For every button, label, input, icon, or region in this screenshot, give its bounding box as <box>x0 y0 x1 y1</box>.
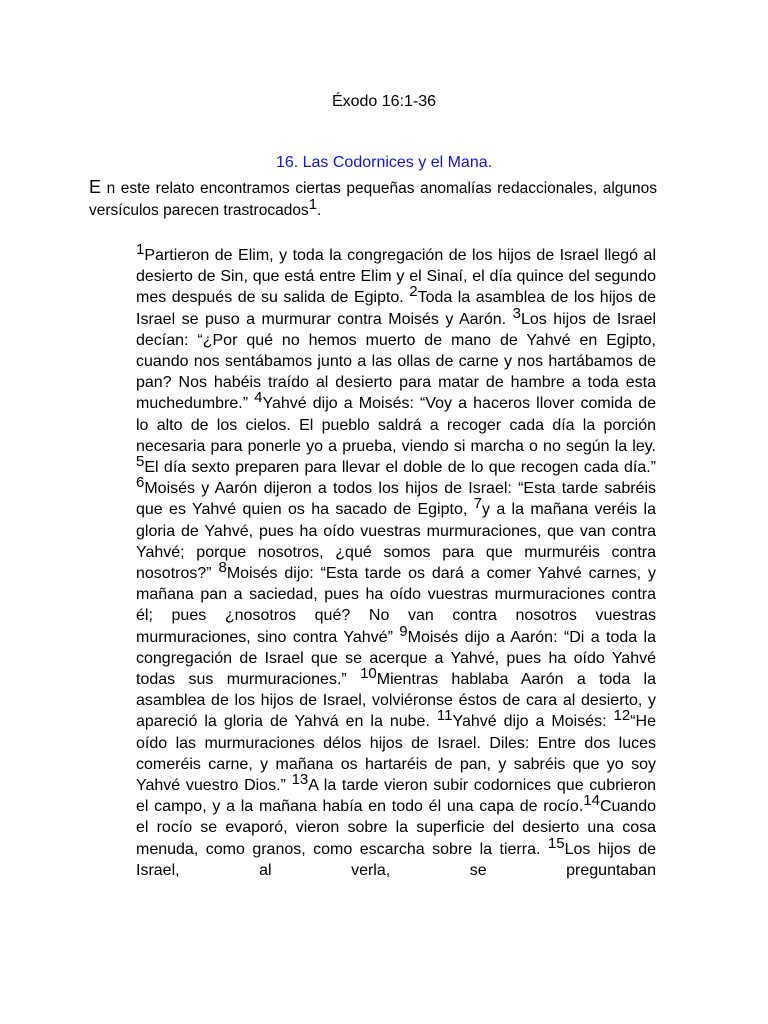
verse-number: 5 <box>136 453 145 471</box>
verse-text: Yahvé dijo a Moisés: “Voy a haceros llover comida de lo alto de los cielos. El pueblo saldrá a recoger cada día la porción necesaria para ponerle yo a prueba, viendo si marcha o no según la ley. <box>136 395 656 455</box>
intro-end: . <box>317 202 322 219</box>
intro-dropcap: E <box>89 177 102 197</box>
verse-number: 4 <box>254 389 263 407</box>
verse-text: Moisés y Aarón dijeron a todos los hijos de Israel: “Esta tarde sabréis que es Yahvé quien os ha sacado de Egipto, <box>136 480 656 519</box>
document-title: Éxodo 16:1-36 <box>331 93 437 110</box>
footnote-ref[interactable]: 1 <box>308 196 318 213</box>
verse-number: 9 <box>399 622 408 640</box>
scripture-body <box>136 241 657 881</box>
verse-number: 14 <box>583 792 600 810</box>
intro-paragraph <box>89 176 657 222</box>
verse-text: Los hijos de Israel, al verla, se preguntaban <box>136 840 657 879</box>
verse-text: Mientras hablaba Aarón a toda la asamblea de los hijos de Israel, volviéronse éstos de cara al desierto, y apareció la gloria de Yahvá en la nube. <box>136 671 657 731</box>
verse-text: Yahvé dijo a Moisés: <box>452 713 614 731</box>
section-title: 16. Las Codornices y el Mana. <box>275 154 493 171</box>
verse-text: “He oído las murmuraciones délos hijos de Israel. Diles: Entre dos luces comeréis carne, y mañana os hartaréis de pan, y sabréis que yo soy Yahvé vuestro Dios.” <box>136 713 656 795</box>
verse-text: Toda la asamblea de los hijos de Israel se puso a murmurar contra Moisés y Aarón. <box>136 289 656 328</box>
verse-text: El día sexto preparen para llevar el doble de lo que recogen cada día.” <box>144 459 656 477</box>
intro-text: n este relato encontramos ciertas pequeñas anomalías redaccionales, algunos versículos parecen trastrocados <box>89 180 657 219</box>
verse-number: 7 <box>473 495 482 513</box>
verse-number: 2 <box>409 283 418 301</box>
verse-text: Cuando el rocío se evaporó, vieron sobre la superficie del desierto una cosa menuda, como granos, como escarcha sobre la tierra. <box>136 798 656 858</box>
verse-text: Moisés dijo: “Esta tarde os dará a comer Yahvé carnes, y mañana pan a saciedad, pues ha oído vuestras murmuraciones contra él; pues ¿nosotros qué? No van contra nosotros vuestras murmuraciones, sino contra Yahvé” <box>136 565 656 646</box>
verse-number: 1 <box>136 241 145 258</box>
verse-number: 8 <box>218 559 227 577</box>
verse-text: A la tarde vieron subir codornices que cubrieron el campo, y a la mañana había en todo él una capa de rocío. <box>136 777 657 816</box>
verse-number: 15 <box>547 834 565 852</box>
verse-text: y a la mañana veréis la gloria de Yahvé, pues ha oído vuestras murmuraciones, que van contra Yahvé; porque nosotros, ¿qué somos para que murmuréis contra nosotros?” <box>136 501 656 583</box>
verse-text: Moisés dijo a Aarón: “Di a toda la congregación de Israel que se acerque a Yahvé, pues ha oído Yahvé todas sus murmuraciones.” <box>136 628 656 689</box>
verse-number: 11 <box>436 707 453 725</box>
verse-number: 13 <box>291 771 309 789</box>
verse-number: 3 <box>512 304 521 322</box>
verse-number: 10 <box>360 665 377 683</box>
verse-text: Los hijos de Israel decían: “¿Por qué no hemos muerto de mano de Yahvé en Egipto, cuando nos sentábamos junto a las ollas de carne y nos hartábamos de pan? Nos habéis traído al desierto para matar de hambre a toda esta muchedumbre.” <box>136 310 656 413</box>
verse-number: 6 <box>136 474 145 492</box>
verse-text: Partieron de Elim, y toda la congregación de los hijos de Israel llegó al desierto de Sin, que está entre Elim y el Sinaí, el día quince del segundo mes después de su salida de Egipto. <box>136 247 656 307</box>
verse-number: 12 <box>613 707 631 725</box>
